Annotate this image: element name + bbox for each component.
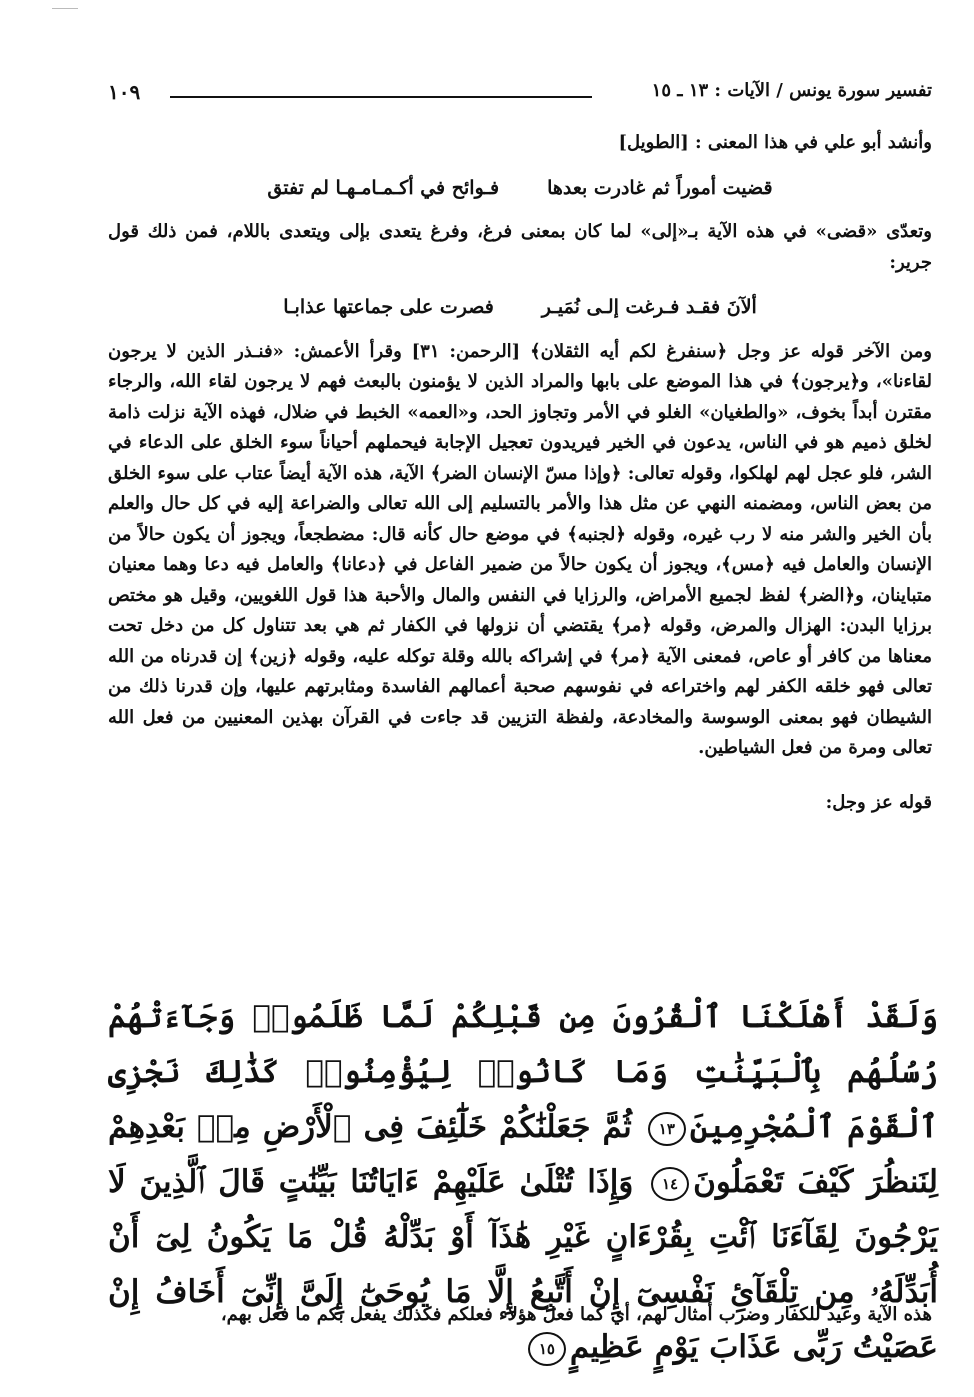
scan-mark — [52, 8, 78, 9]
quran-verse-13: وَلَقَدْ أَهْلَكْنَا ٱلْقُرُونَ مِن قَبْلِكُمْ لَمَّا ظَلَمُوا۟ وَجَآءَتْهُمْ رُسُلُهُم بِٱلْبَيِّنَٰتِ وَمَا كَانُوا۟ لِيُؤْمِنُوا۟ كَذَٰلِكَ نَجْزِى ٱلْقَوْمَ ٱلْمُجْرِمِينَ — [108, 999, 939, 1145]
poem-verse-1-left: فـوائح في أكـمـامـهـا لم تفتق — [267, 176, 500, 199]
poem-verse-1 — [108, 173, 932, 204]
ayah-marker-13: ١٣ — [648, 1112, 686, 1146]
ayah-marker-14: ١٤ — [651, 1167, 689, 1201]
poem-verse-2-right: ألآنَ فقـد فـرغت إلـى نُمَيـر — [541, 296, 757, 318]
paragraph-2: ومن الآخر قوله عز وجل ﴿سنفرغ لكم أيه الثقلان﴾ [الرحمن: ٣١] وقرأ الأعمش: «فنـذر الذين لا يرجون لقاءنا»، و﴿يرجون﴾ في هذا الموضع على بابها والمراد الذين لا يؤمنون بالبعث فهم لا يرجون لقاء الله، والرجاء مقترن أبداً بخوف، «والطغيان» الغلو في الأمر وتجاوز الحد، و«العمه» الخبط في ضلال، فهذه الآية نزلت ذامة لخلق ذميم هو في الناس، يدعون في الخير فيريدون تعجيل الإجابة فيحملهم أحياناً سوء الخلق على الدعاء في الشر، فلو عجل لهم لهلكوا، وقوله تعالى: ﴿وإذا مسّ الإنسان الضر﴾ الآية، هذه الآية أيضاً عتاب على سوء الخلق من بعض الناس، ومضمنه النهي عن مثل هذا والأمر بالتسليم إلى الله تعالى والضراعة إليه في كل حال والعلم بأن الخير والشر منه لا رب غيره، وقوله ﴿لجنبه﴾ في موضع حال كأنه قال: مضطجعاً، ويجوز أن يكون حالاً من الإنسان والعامل فيه ﴿مس﴾، ويجوز أن يكون حالاً من ضمير الفاعل في ﴿دعانا﴾ والعامل فيه دعا وهما معنيان متباينان، و﴿الضر﴾ لفظ لجميع الأمراض، والرزايا في النفس والمال والأحبة هذا قول اللغويين، وقيل هو مختص برزايا البدن: الهزال والمرض، وقوله ﴿مر﴾ يقتضي أن نزولها في الكفار ثم هي بعد تتناول كل من دخل تحت معناها من كافر أو عاص، فمعنى الآية ﴿مر﴾ في إشراكه بالله وقلة توكله عليه، وقوله ﴿زين﴾ إن قدرناه من الله تعالى فهو خلقه الكفر لهم واختراعه في نفوسهم صحبة أعمالهم الفاسدة ومثابرتهم عليها، وإن قدرنا ذلك من الشيطان فهو بمعنى الوسوسة والمخادعة، ولفظة التزيين قد جاءت في القرآن بهذين المعنيين من فعل الله تعالى ومرة من فعل الشياطين. — [108, 340, 932, 758]
footer-paragraph: هذه الآية وعيد للكفار وضرب أمثال لهم، أي كما فعل هؤلاء فعلكم فكذلك يفعل بكم ما فعل بهم، — [220, 1304, 932, 1325]
header-title: تفسير سورة يونس / الآيات : ١٣ ـ ١٥ — [651, 80, 932, 101]
main-text — [108, 128, 932, 818]
running-header — [108, 80, 932, 108]
quran-verse-15: وَإِذَا تُتْلَىٰ عَلَيْهِمْ ءَايَاتُنَا بَيِّنَٰتٍ قَالَ ٱلَّذِينَ لَا يَرْجُونَ لِقَآءَنَا ٱئْتِ بِقُرْءَانٍ غَيْرِ هَٰذَآ أَوْ بَدِّلْهُ قُلْ مَا يَكُونُ لِىٓ أَنْ أُبَدِّلَهُۥ مِن تِلْقَآئِ نَفْسِىٓ إِنْ أَتَّبِعُ إِلَّا مَا يُوحَىٰٓ إِلَىَّ إِنِّىٓ أَخَافُ إِنْ عَصَيْتُ رَبِّى عَذَابَ يَوْمٍ عَظِيمٍ — [108, 1164, 938, 1365]
poem-verse-2-left: فصرت على جماعتها عذابـا — [283, 296, 494, 318]
paragraph-1: وتعدّى «قضى» في هذه الآية بـ«إلى» لما كان بمعنى فرغ، وفرغ يتعدى بإلى ويتعدى باللام، فمن ذلك قول جرير: — [108, 221, 932, 273]
poem-verse-2 — [108, 292, 932, 323]
poem-intro: وأنشد أبو علي في هذا المعنى : [الطويل] — [618, 132, 932, 153]
ayah-marker-15: ١٥ — [528, 1332, 566, 1366]
poem-verse-1-right: قضيت أموراً ثم غادرت بعدها — [547, 176, 773, 199]
quran-lead-in: قوله عز وجل: — [825, 791, 932, 813]
page-number: ١٠٩ — [108, 80, 141, 104]
quran-verse-14: ثُمَّ جَعَلْنَٰكُمْ خَلَٰٓئِفَ فِى ٱلْأَرْضِ مِنۢ بَعْدِهِمْ لِنَنظُرَ كَيْفَ تَعْمَلُونَ — [108, 1109, 938, 1200]
header-rule — [170, 96, 592, 98]
